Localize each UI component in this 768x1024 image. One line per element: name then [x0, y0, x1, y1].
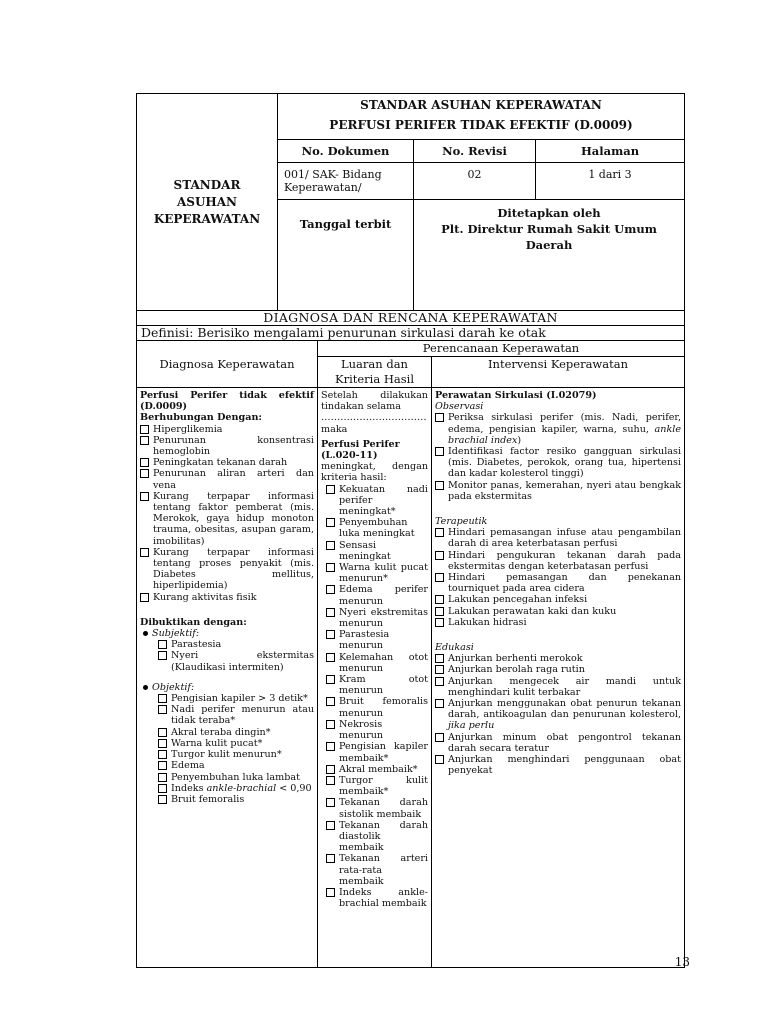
list-item-text: Pengisian kapiler membaik* [339, 741, 428, 764]
checkbox-icon [326, 854, 335, 863]
list-item [435, 606, 681, 617]
list-item-text: Penyembuhan luka lambat [171, 771, 300, 783]
checkbox-icon [140, 458, 149, 467]
list-item [435, 617, 681, 628]
checkbox-icon [158, 728, 167, 737]
section-title: DIAGNOSA DAN RENCANA KEPERAWATAN [137, 311, 685, 326]
checkbox-icon [435, 573, 444, 582]
checkbox-icon [326, 608, 335, 617]
obs-1-italic: ankle brachial index [448, 423, 682, 446]
list-item [326, 674, 428, 696]
list-item-text: Akral teraba dingin* [171, 726, 271, 738]
checkbox-icon [326, 720, 335, 729]
list-item-text: Edema perifer menurun [339, 584, 428, 607]
intervensi-cell [432, 388, 685, 968]
list-item [158, 749, 314, 760]
list-item [435, 527, 681, 549]
list-item [140, 424, 314, 435]
tanggal-terbit: Tanggal terbit [278, 200, 414, 311]
list-item-text: Lakukan pencegahan infeksi [448, 594, 588, 606]
checkbox-icon [326, 630, 335, 639]
list-item-text: Kurang terpapar informasi tentang proses penyakit (mis. Diabetes mellitus, hiperlipidemia) [153, 546, 314, 592]
checkbox-icon [158, 651, 167, 660]
col-intervensi: Intervensi Keperawatan [432, 357, 685, 388]
indeks-italic: ankle-brachial [206, 782, 277, 794]
list-item-text: Edema [171, 760, 205, 772]
no-revisi-label: No. Revisi [414, 140, 536, 163]
list-item-text: Kelemahan otot menurun [339, 651, 428, 674]
checkbox-icon [326, 765, 335, 774]
intervensi-title: Perawatan Sirkulasi (I.02079) [435, 390, 597, 401]
list-item [326, 484, 428, 518]
list-item-text: Indeks ankle-brachial membaik [339, 886, 428, 910]
checkbox-icon [326, 541, 335, 550]
list-item [158, 650, 314, 672]
checkbox-icon [158, 761, 167, 770]
list-item-text: Hindari pemasangan dan penekanan tourniquet pada area cidera [448, 572, 682, 595]
checkbox-icon [435, 677, 444, 686]
checkbox-icon [435, 665, 444, 674]
checkbox-icon [158, 750, 167, 759]
list-item-text: Identifikasi factor resiko gangguan sirkulasi (mis. Diabetes, perokok, orang tua, hipertensi dan kadar kolesterol tinggi) [448, 446, 682, 480]
list-item-text: Kekuatan nadi perifer meningkat* [339, 483, 428, 518]
list-item [158, 693, 314, 704]
list-item-text: Anjurkan mengecek air mandi untuk menghindari kulit terbakar [448, 675, 682, 698]
list-item [435, 732, 681, 754]
list-item [435, 550, 681, 572]
checkbox-icon [140, 425, 149, 434]
subjektif-label: Subjektif: [152, 628, 200, 640]
list-item [326, 741, 428, 763]
luaran-intro-1: Setelah dilakukan tindakan selama [321, 390, 428, 413]
halaman-label: Halaman [536, 140, 685, 163]
edukasi-label: Edukasi [435, 642, 474, 654]
list-item-text: Nekrosis menurun [339, 718, 384, 742]
list-item [326, 517, 428, 539]
list-item-text: Warna kulit pucat menurun* [339, 562, 428, 585]
terapeutik-label: Terapeutik [435, 516, 488, 528]
bullet-icon [143, 685, 148, 690]
luaran-intro-2: ……………………………maka [321, 412, 427, 435]
list-item [326, 696, 428, 718]
checkbox-icon [326, 485, 335, 494]
edu-obat-italic: jika perlu [448, 720, 495, 732]
definition: Definisi: Berisiko mengalami penurunan sirkulasi darah ke otak [137, 326, 685, 341]
checkbox-icon [326, 675, 335, 684]
bruit-item: Bruit femoralis [171, 793, 245, 805]
standard-label-line: ASUHAN [176, 194, 238, 209]
luaran-intro-3: meningkat, dengan kriteria hasil: [321, 461, 428, 484]
standard-label-line: KEPERAWATAN [153, 211, 261, 226]
list-item [158, 783, 314, 794]
checkbox-icon [326, 653, 335, 662]
subjektif-items [158, 639, 314, 673]
checkbox-icon [326, 697, 335, 706]
page-number: 13 [674, 955, 690, 969]
edu-obat: Anjurkan menggunakan obat penurun tekanan darah, antikoagulan dan penurunan kolesterol, [448, 698, 682, 721]
list-item [435, 480, 681, 502]
diagnosa-cell [137, 388, 318, 968]
standard-label-cell [137, 94, 278, 311]
list-item-text: Bruit femoralis menurun [339, 696, 428, 719]
list-item-text: Nyeri ekstremitas menurun [339, 606, 428, 630]
berhubungan-label: Berhubungan Dengan: [140, 412, 262, 424]
diagnosa-title: Perfusi Perifer tidak efektif (D.0009) [140, 390, 314, 413]
halaman-value: 1 dari 3 [536, 163, 685, 200]
list-item [435, 446, 681, 480]
checkbox-icon [140, 469, 149, 478]
list-item [140, 491, 314, 547]
list-item [435, 676, 681, 698]
list-item [326, 887, 428, 909]
list-item [158, 727, 314, 738]
observasi-label: Observasi [435, 401, 484, 413]
list-item-text: Warna kulit pucat* [171, 737, 263, 749]
bullet-icon [143, 631, 148, 636]
edukasi-items [435, 653, 681, 698]
checkbox-icon [158, 705, 167, 714]
list-item-text: Parastesia [171, 639, 222, 651]
list-item [326, 820, 428, 854]
list-item-text: Nyeri ekstermitas (Klaudikasi intermiten) [171, 650, 314, 673]
indeks-suffix: < 0,90 [276, 782, 312, 794]
standard-label-line: STANDAR [173, 177, 241, 192]
list-item [158, 794, 314, 805]
list-item [435, 754, 681, 776]
list-item [435, 594, 681, 605]
list-item-text: Tekanan darah diastolik membaik [339, 819, 428, 854]
terapeutik-items [435, 527, 681, 628]
list-item-text: Kurang terpapar informasi tentang faktor pemberat (mis. Merokok, gaya hidup monoton trauma, obesitas, asupan garam, imobilitas) [153, 490, 314, 547]
direktur-label: Plt. Direktur Rumah Sakit Umum Daerah [441, 222, 657, 252]
checkbox-icon [435, 551, 444, 560]
list-item [326, 652, 428, 674]
document-title [278, 94, 685, 140]
dibuktikan-label: Dibuktikan dengan: [140, 616, 247, 628]
list-item-text: Sensasi meningkat [339, 539, 391, 562]
list-item [435, 572, 681, 594]
list-item-text: Anjurkan minum obat pengontrol tekanan darah secara teratur [448, 731, 682, 754]
checkbox-icon [140, 492, 149, 501]
no-dokumen-value: 001/ SAK- Bidang Keperawatan/ [278, 163, 414, 200]
list-item-text: Parastesia menurun [339, 629, 390, 652]
list-item [326, 719, 428, 741]
list-item-text: Turgor kulit membaik* [339, 774, 428, 798]
list-item-text: Pengisian kapiler > 3 detik* [171, 693, 308, 705]
col-luaran: Luaran dan Kriteria Hasil [318, 357, 432, 388]
list-item [158, 704, 314, 726]
list-item-text: Turgor kulit menurun* [171, 749, 282, 761]
list-item [140, 592, 314, 603]
diagnosa-items [140, 424, 314, 603]
observasi-items [435, 446, 681, 502]
checkbox-icon [158, 773, 167, 782]
list-item [158, 639, 314, 650]
list-item-text: Tekanan darah sistolik membaik [339, 797, 428, 820]
objektif-items [158, 693, 314, 783]
title-line-2: PERFUSI PERIFER TIDAK EFEKTIF (D.0009) [329, 118, 633, 132]
list-item [435, 698, 681, 732]
list-item [140, 457, 314, 468]
list-item-text: Penurunan aliran arteri dan vena [153, 468, 314, 491]
no-revisi-value: 02 [414, 163, 536, 200]
no-dokumen-label: No. Dokumen [278, 140, 414, 163]
checkbox-icon [326, 821, 335, 830]
checkbox-icon [435, 413, 444, 422]
list-item [326, 764, 428, 775]
list-item-text: Lakukan perawatan kaki dan kuku [448, 605, 617, 617]
list-item-text: Penyembuhan luka meningkat [339, 517, 415, 540]
checkbox-icon [140, 436, 149, 445]
list-item-text: Peningkatan tekanan darah [153, 457, 288, 469]
list-item-text: Hindari pemasangan infuse atau pengambilan darah di area keterbatasan perfusi [448, 527, 682, 550]
checkbox-icon [435, 607, 444, 616]
checkbox-icon [435, 618, 444, 627]
objektif-label: Objektif: [152, 681, 195, 693]
checkbox-icon [326, 742, 335, 751]
checkbox-icon [326, 776, 335, 785]
list-item [435, 412, 681, 446]
list-item [435, 664, 681, 675]
luaran-cell [318, 388, 432, 968]
list-item [326, 775, 428, 797]
checkbox-icon [326, 888, 335, 897]
checkbox-icon [435, 528, 444, 537]
list-item [158, 738, 314, 749]
checkbox-icon [158, 784, 167, 793]
list-item-text: Akral membaik* [339, 763, 418, 775]
list-item-text: Lakukan hidrasi [448, 616, 527, 628]
obs-1-end: ) [517, 434, 522, 446]
checkbox-icon [140, 548, 149, 557]
title-line-1: STANDAR ASUHAN KEPERAWATAN [360, 98, 602, 112]
ditetapkan-cell [414, 200, 685, 311]
list-item [140, 435, 314, 457]
document-page [136, 93, 684, 968]
col-perencanaan: Perencanaan Keperawatan [318, 341, 685, 357]
checkbox-icon [158, 795, 167, 804]
checkbox-icon [140, 593, 149, 602]
checkbox-icon [435, 755, 444, 764]
list-item [435, 653, 681, 664]
list-item [326, 540, 428, 562]
list-item-text: Penurunan konsentrasi hemoglobin [153, 434, 314, 458]
checkbox-icon [326, 518, 335, 527]
ditetapkan-oleh: Ditetapkan oleh [497, 206, 601, 220]
list-item-text: Kram otot menurun [339, 674, 428, 697]
list-item [326, 562, 428, 584]
list-item-text: Kurang aktivitas fisik [153, 591, 257, 603]
checkbox-icon [158, 694, 167, 703]
list-item-text: Anjurkan berhenti merokok [448, 653, 583, 665]
checkbox-icon [435, 481, 444, 490]
indeks-prefix: Indeks [171, 782, 207, 794]
list-item-text: Monitor panas, kemerahan, nyeri atau bengkak pada ekstermitas [448, 479, 682, 502]
checkbox-icon [326, 563, 335, 572]
list-item [326, 853, 428, 887]
list-item [326, 584, 428, 606]
checkbox-icon [435, 595, 444, 604]
col-diagnosa: Diagnosa Keperawatan [137, 341, 318, 388]
list-item [158, 760, 314, 771]
list-item-text: Anjurkan menghindari penggunaan obat penyekat [448, 754, 682, 777]
edukasi-items-2 [435, 732, 681, 777]
list-item-text: Hiperglikemia [153, 423, 223, 435]
luaran-items [326, 484, 428, 910]
checkbox-icon [435, 654, 444, 663]
list-item [158, 772, 314, 783]
checkbox-icon [435, 699, 444, 708]
list-item-text: Hindari pengukuran tekanan darah pada ekstermitas dengan keterbatasan perfusi [448, 549, 682, 572]
checkbox-icon [435, 733, 444, 742]
list-item [140, 468, 314, 490]
checkbox-icon [158, 640, 167, 649]
list-item-text: Nadi perifer menurun atau tidak teraba* [171, 704, 314, 727]
checkbox-icon [158, 739, 167, 748]
list-item [326, 629, 428, 651]
list-item [326, 797, 428, 819]
sak-table [136, 93, 685, 968]
list-item [326, 607, 428, 629]
checkbox-icon [326, 585, 335, 594]
checkbox-icon [435, 447, 444, 456]
luaran-title: Perfusi Perifer (L.020-11) [321, 438, 400, 462]
obs-1: Periksa sirkulasi perifer (mis. Nadi, perifer, edema, pengisian kapiler, warna, suhu, [448, 412, 682, 435]
checkbox-icon [326, 798, 335, 807]
list-item-text: Anjurkan berolah raga rutin [448, 664, 585, 676]
list-item [140, 547, 314, 592]
list-item-text: Tekanan arteri rata-rata membaik [339, 853, 428, 887]
